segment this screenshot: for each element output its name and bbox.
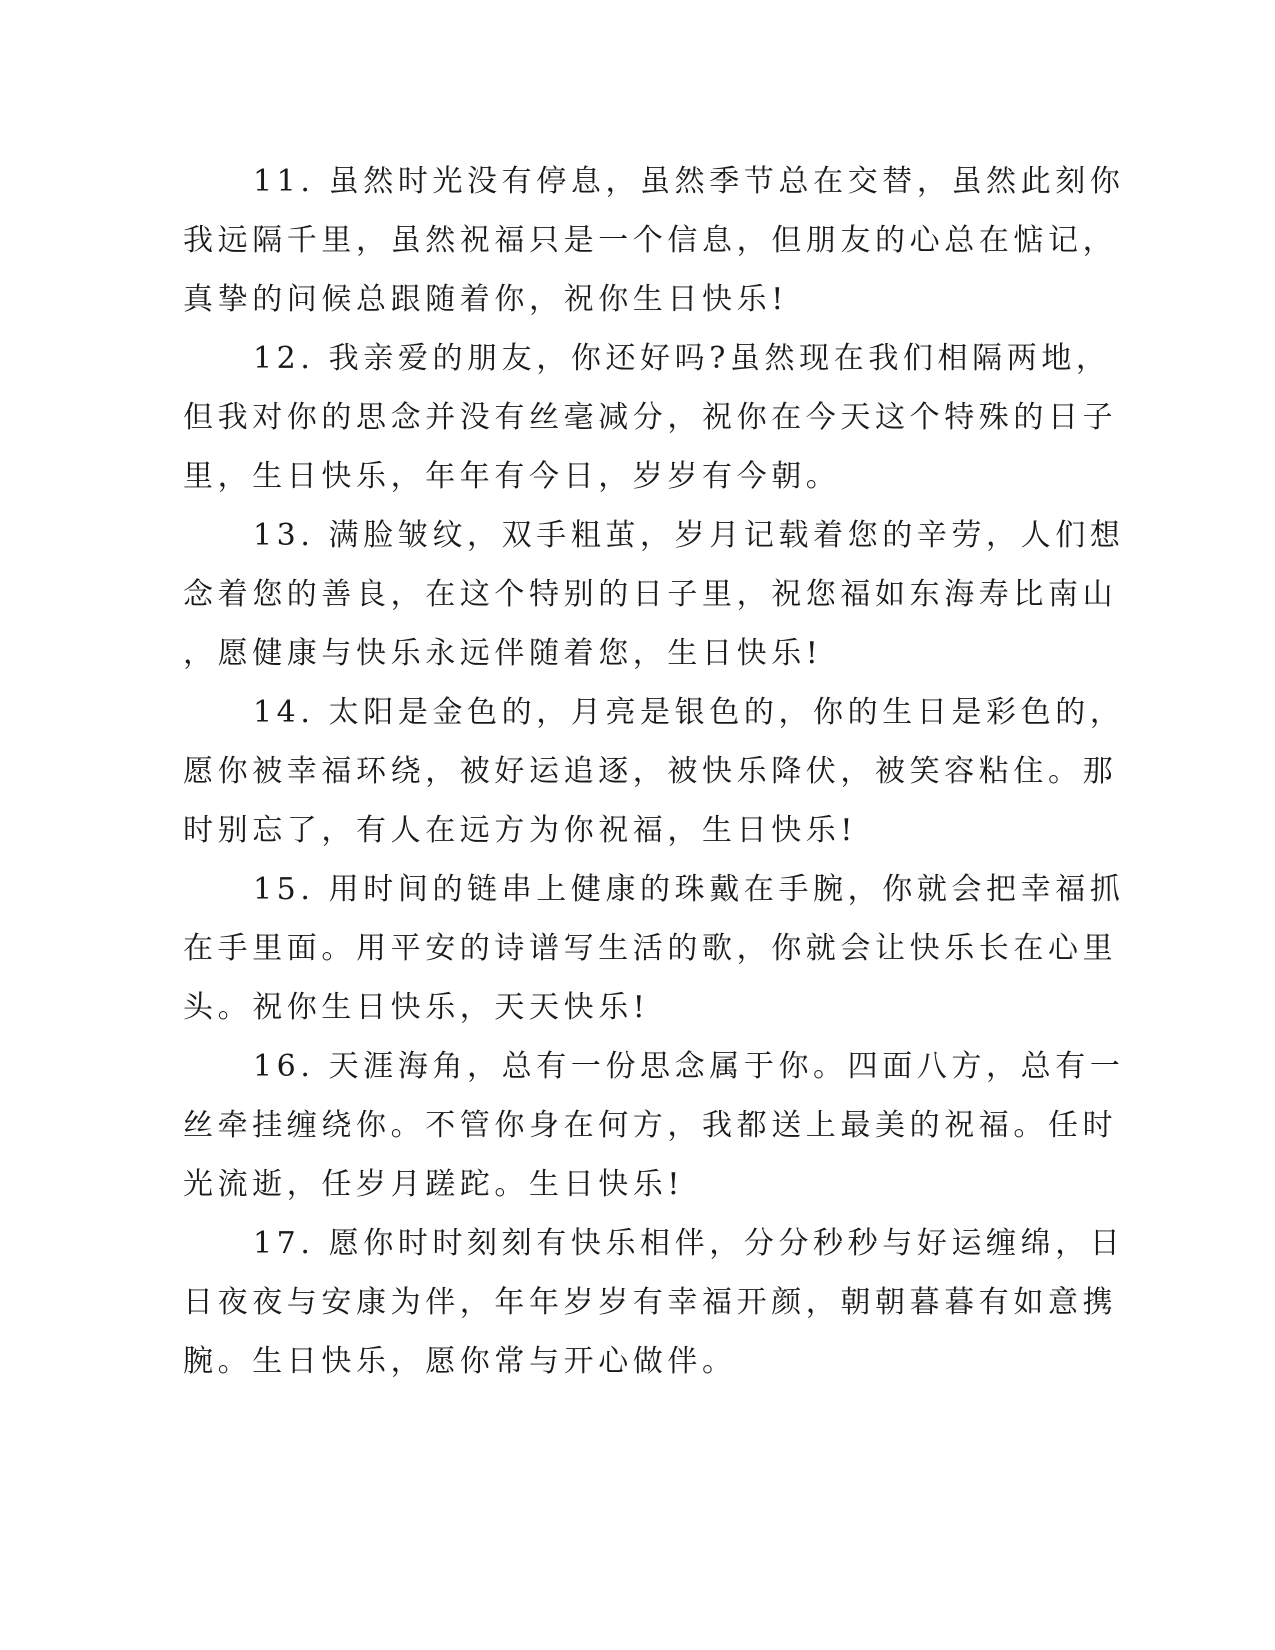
paragraph-line: 12. 我亲爱的朋友，你还好吗?虽然现在我们相隔两地，	[253, 341, 1111, 376]
paragraph-line: 时别忘了，有人在远方为你祝福，生日快乐!	[183, 813, 858, 848]
paragraph-13	[183, 506, 1125, 683]
paragraph-line: 13. 满脸皱纹，双手粗茧，岁月记载着您的辛劳，人们想	[253, 518, 1125, 553]
paragraph-line: 愿你被幸福环绕，被好运追逐，被快乐降伏，被笑容粘住。那	[183, 754, 1118, 789]
paragraph-line: 丝牵挂缠绕你。不管你身在何方，我都送上最美的祝福。任时	[183, 1108, 1118, 1143]
paragraph-line: 11. 虽然时光没有停息，虽然季节总在交替，虽然此刻你	[253, 164, 1125, 199]
paragraph-line: 里，生日快乐，年年有今日，岁岁有今朝。	[183, 459, 841, 494]
paragraph-line: 17. 愿你时时刻刻有快乐相伴，分分秒秒与好运缠绵，日	[253, 1226, 1125, 1261]
document-body	[183, 152, 1125, 1391]
paragraph-line: 腕。生日快乐，愿你常与开心做伴。	[183, 1344, 737, 1379]
paragraph-15	[183, 860, 1125, 1037]
paragraph-17	[183, 1214, 1125, 1391]
paragraph-line: 16. 天涯海角，总有一份思念属于你。四面八方，总有一	[253, 1049, 1125, 1084]
paragraph-14	[183, 683, 1125, 860]
paragraph-line: 念着您的善良，在这个特别的日子里，祝您福如东海寿比南山	[183, 577, 1118, 612]
paragraph-line: 14. 太阳是金色的，月亮是银色的，你的生日是彩色的，	[253, 695, 1125, 730]
paragraph-line: 真挚的问候总跟随着你，祝你生日快乐!	[183, 282, 788, 317]
paragraph-line: 我远隔千里，虽然祝福只是一个信息，但朋友的心总在惦记，	[183, 223, 1118, 258]
paragraph-line: ，愿健康与快乐永远伴随着您，生日快乐!	[183, 636, 823, 671]
paragraph-12	[183, 329, 1118, 506]
paragraph-line: 日夜夜与安康为伴，年年岁岁有幸福开颜，朝朝暮暮有如意携	[183, 1285, 1118, 1320]
paragraph-line: 头。祝你生日快乐，天天快乐!	[183, 990, 650, 1025]
paragraph-11	[183, 152, 1125, 329]
paragraph-line: 光流逝，任岁月蹉跎。生日快乐!	[183, 1167, 685, 1202]
paragraph-line: 在手里面。用平安的诗谱写生活的歌，你就会让快乐长在心里	[183, 931, 1118, 966]
paragraph-16	[183, 1037, 1125, 1214]
paragraph-line: 15. 用时间的链串上健康的珠戴在手腕，你就会把幸福抓	[253, 872, 1125, 907]
paragraph-line: 但我对你的思念并没有丝毫减分，祝你在今天这个特殊的日子	[183, 400, 1118, 435]
